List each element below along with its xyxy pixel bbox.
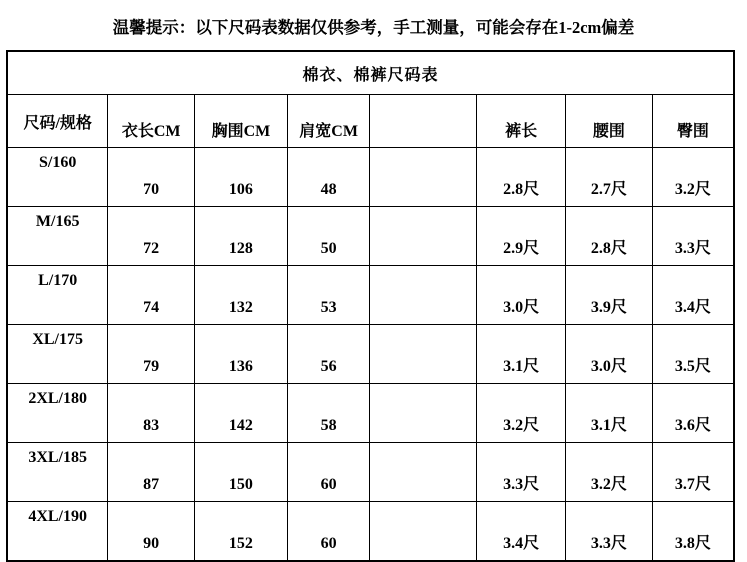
cell-shoulder: 56 xyxy=(287,325,370,384)
cell-shoulder: 60 xyxy=(287,502,370,562)
cell-pant-length: 3.2尺 xyxy=(477,384,566,443)
cell-shoulder: 53 xyxy=(287,266,370,325)
cell-hip: 3.8尺 xyxy=(652,502,734,562)
table-row xyxy=(7,207,734,266)
cell-size: 3XL/185 xyxy=(7,443,108,502)
cell-spacer xyxy=(370,384,477,443)
cell-length: 74 xyxy=(108,266,195,325)
cell-pant-length: 3.0尺 xyxy=(477,266,566,325)
table-title: 棉衣、棉裤尺码表 xyxy=(7,51,734,95)
cell-hip: 3.5尺 xyxy=(652,325,734,384)
cell-pant-length: 3.4尺 xyxy=(477,502,566,562)
column-header-hip: 臀围 xyxy=(652,95,734,148)
cell-length: 87 xyxy=(108,443,195,502)
cell-spacer xyxy=(370,443,477,502)
cell-pant-length: 3.1尺 xyxy=(477,325,566,384)
table-title-row xyxy=(7,51,734,95)
cell-bust: 142 xyxy=(195,384,288,443)
cell-hip: 3.2尺 xyxy=(652,148,734,207)
cell-waist: 3.3尺 xyxy=(566,502,653,562)
cell-waist: 3.2尺 xyxy=(566,443,653,502)
cell-waist: 3.1尺 xyxy=(566,384,653,443)
table-row xyxy=(7,443,734,502)
cell-size: XL/175 xyxy=(7,325,108,384)
cell-bust: 106 xyxy=(195,148,288,207)
cell-length: 72 xyxy=(108,207,195,266)
cell-bust: 152 xyxy=(195,502,288,562)
cell-pant-length: 3.3尺 xyxy=(477,443,566,502)
cell-shoulder: 58 xyxy=(287,384,370,443)
size-table xyxy=(6,50,735,562)
column-header-length: 衣长CM xyxy=(108,95,195,148)
size-table-container xyxy=(6,50,735,562)
cell-length: 90 xyxy=(108,502,195,562)
cell-bust: 136 xyxy=(195,325,288,384)
cell-waist: 2.7尺 xyxy=(566,148,653,207)
cell-spacer xyxy=(370,502,477,562)
cell-spacer xyxy=(370,325,477,384)
table-header-row xyxy=(7,95,734,148)
cell-size: M/165 xyxy=(7,207,108,266)
cell-length: 79 xyxy=(108,325,195,384)
cell-hip: 3.7尺 xyxy=(652,443,734,502)
cell-hip: 3.3尺 xyxy=(652,207,734,266)
cell-pant-length: 2.8尺 xyxy=(477,148,566,207)
cell-shoulder: 60 xyxy=(287,443,370,502)
cell-waist: 3.9尺 xyxy=(566,266,653,325)
cell-shoulder: 48 xyxy=(287,148,370,207)
cell-bust: 132 xyxy=(195,266,288,325)
table-row xyxy=(7,148,734,207)
column-header-pant-length: 裤长 xyxy=(477,95,566,148)
cell-size: 2XL/180 xyxy=(7,384,108,443)
cell-shoulder: 50 xyxy=(287,207,370,266)
cell-bust: 150 xyxy=(195,443,288,502)
table-row xyxy=(7,325,734,384)
column-header-shoulder: 肩宽CM xyxy=(287,95,370,148)
warm-notice-text: 温馨提示：以下尺码表数据仅供参考，手工测量，可能会存在1-2cm偏差 xyxy=(112,18,635,37)
column-header-spacer xyxy=(370,95,477,148)
cell-bust: 128 xyxy=(195,207,288,266)
cell-size: L/170 xyxy=(7,266,108,325)
table-row xyxy=(7,266,734,325)
cell-waist: 2.8尺 xyxy=(566,207,653,266)
column-header-waist: 腰围 xyxy=(566,95,653,148)
cell-spacer xyxy=(370,148,477,207)
table-row xyxy=(7,384,734,443)
cell-size: S/160 xyxy=(7,148,108,207)
cell-spacer xyxy=(370,266,477,325)
table-row xyxy=(7,502,734,562)
cell-size: 4XL/190 xyxy=(7,502,108,562)
cell-pant-length: 2.9尺 xyxy=(477,207,566,266)
column-header-bust: 胸围CM xyxy=(195,95,288,148)
cell-hip: 3.4尺 xyxy=(652,266,734,325)
column-header-size: 尺码/规格 xyxy=(7,95,108,148)
cell-hip: 3.6尺 xyxy=(652,384,734,443)
cell-waist: 3.0尺 xyxy=(566,325,653,384)
cell-length: 83 xyxy=(108,384,195,443)
cell-spacer xyxy=(370,207,477,266)
cell-length: 70 xyxy=(108,148,195,207)
